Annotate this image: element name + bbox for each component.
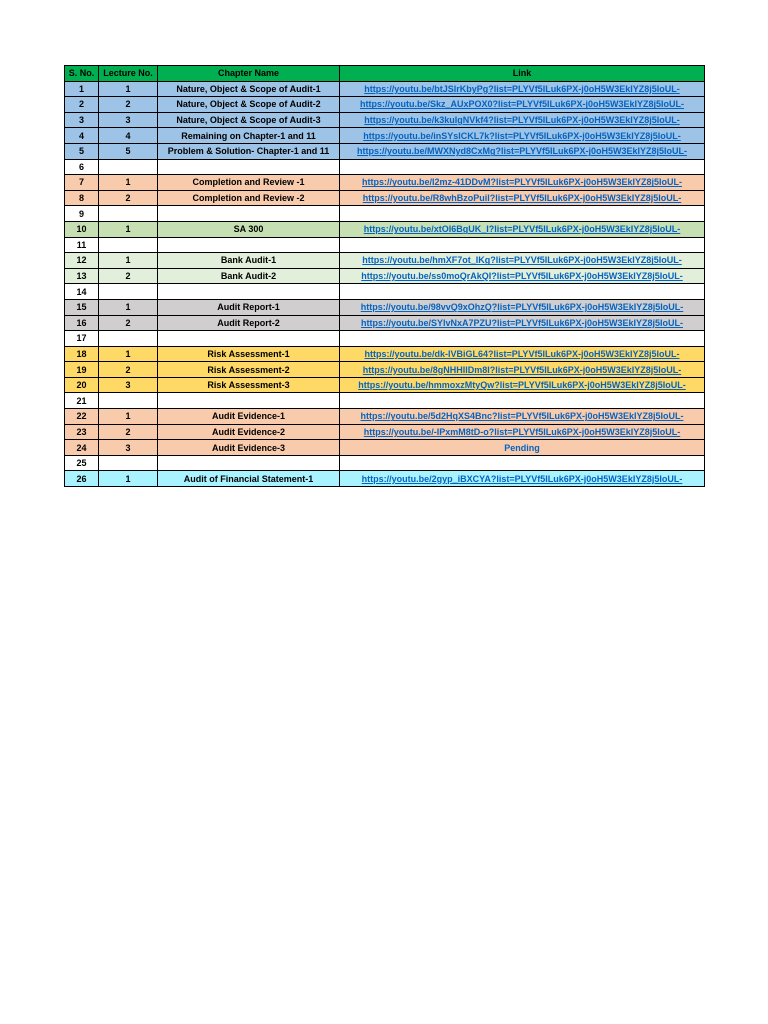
cell-link[interactable]: https://youtu.be/2gyp_iBXCYA?list=PLYVf5ILuk6PX-j0oH5W3EkIYZ8j5IoUL- bbox=[340, 471, 705, 487]
cell-lecture: 2 bbox=[99, 424, 158, 440]
cell-link bbox=[340, 331, 705, 347]
cell-chapter: Remaining on Chapter-1 and 11 bbox=[158, 128, 340, 144]
table-row bbox=[65, 471, 705, 487]
cell-chapter: Bank Audit-2 bbox=[158, 268, 340, 284]
cell-link[interactable]: https://youtu.be/MWXNyd8CxMg?list=PLYVf5ILuk6PX-j0oH5W3EkIYZ8j5IoUL- bbox=[340, 143, 705, 159]
cell-sno: 6 bbox=[65, 159, 99, 175]
cell-chapter: Audit Report-1 bbox=[158, 299, 340, 315]
cell-sno: 5 bbox=[65, 143, 99, 159]
table-row bbox=[65, 143, 705, 159]
cell-chapter bbox=[158, 455, 340, 471]
cell-link bbox=[340, 237, 705, 253]
cell-lecture: 1 bbox=[99, 409, 158, 425]
cell-link[interactable]: https://youtu.be/R8whBzoPuil?list=PLYVf5ILuk6PX-j0oH5W3EkIYZ8j5IoUL- bbox=[340, 190, 705, 206]
cell-sno: 20 bbox=[65, 377, 99, 393]
table-row bbox=[65, 424, 705, 440]
cell-sno: 22 bbox=[65, 409, 99, 425]
cell-chapter: Risk Assessment-1 bbox=[158, 346, 340, 362]
cell-lecture: 2 bbox=[99, 362, 158, 378]
cell-chapter: Completion and Review -1 bbox=[158, 175, 340, 191]
header-lecture: Lecture No. bbox=[99, 66, 158, 82]
table-row bbox=[65, 440, 705, 456]
table-row bbox=[65, 81, 705, 97]
cell-chapter: Risk Assessment-3 bbox=[158, 377, 340, 393]
cell-sno: 14 bbox=[65, 284, 99, 300]
cell-link[interactable]: https://youtu.be/-IPxmM8tD-o?list=PLYVf5ILuk6PX-j0oH5W3EkIYZ8j5IoUL- bbox=[340, 424, 705, 440]
table-row bbox=[65, 299, 705, 315]
cell-lecture: 3 bbox=[99, 377, 158, 393]
cell-link[interactable]: https://youtu.be/8gNHHIlDm8I?list=PLYVf5ILuk6PX-j0oH5W3EkIYZ8j5IoUL- bbox=[340, 362, 705, 378]
table-row bbox=[65, 377, 705, 393]
cell-lecture: 2 bbox=[99, 190, 158, 206]
table-row bbox=[65, 409, 705, 425]
cell-sno: 10 bbox=[65, 221, 99, 237]
cell-sno: 18 bbox=[65, 346, 99, 362]
lecture-table bbox=[64, 65, 705, 487]
cell-sno: 23 bbox=[65, 424, 99, 440]
cell-sno: 26 bbox=[65, 471, 99, 487]
cell-link[interactable]: https://youtu.be/ss0moQrAkQI?list=PLYVf5ILuk6PX-j0oH5W3EkIYZ8j5IoUL- bbox=[340, 268, 705, 284]
table-row bbox=[65, 112, 705, 128]
cell-lecture bbox=[99, 237, 158, 253]
cell-link[interactable]: https://youtu.be/dk-IVBiGL64?list=PLYVf5ILuk6PX-j0oH5W3EkIYZ8j5IoUL- bbox=[340, 346, 705, 362]
cell-sno: 1 bbox=[65, 81, 99, 97]
cell-link[interactable]: https://youtu.be/I2mz-41DDvM?list=PLYVf5ILuk6PX-j0oH5W3EkIYZ8j5IoUL- bbox=[340, 175, 705, 191]
cell-lecture: 1 bbox=[99, 175, 158, 191]
cell-lecture: 5 bbox=[99, 143, 158, 159]
cell-chapter: Audit of Financial Statement-1 bbox=[158, 471, 340, 487]
cell-sno: 25 bbox=[65, 455, 99, 471]
cell-chapter: Audit Evidence-1 bbox=[158, 409, 340, 425]
cell-sno: 3 bbox=[65, 112, 99, 128]
cell-chapter bbox=[158, 206, 340, 222]
cell-chapter: Completion and Review -2 bbox=[158, 190, 340, 206]
cell-sno: 15 bbox=[65, 299, 99, 315]
cell-sno: 8 bbox=[65, 190, 99, 206]
cell-chapter: Nature, Object & Scope of Audit-2 bbox=[158, 97, 340, 113]
cell-lecture: 3 bbox=[99, 440, 158, 456]
table-row bbox=[65, 455, 705, 471]
cell-sno: 13 bbox=[65, 268, 99, 284]
cell-chapter bbox=[158, 237, 340, 253]
cell-sno: 4 bbox=[65, 128, 99, 144]
table-row bbox=[65, 159, 705, 175]
cell-sno: 21 bbox=[65, 393, 99, 409]
cell-chapter: SA 300 bbox=[158, 221, 340, 237]
table-row bbox=[65, 190, 705, 206]
cell-chapter: Problem & Solution- Chapter-1 and 11 bbox=[158, 143, 340, 159]
cell-lecture bbox=[99, 284, 158, 300]
cell-lecture bbox=[99, 331, 158, 347]
cell-link[interactable]: https://youtu.be/98vvQ9xOhzQ?list=PLYVf5ILuk6PX-j0oH5W3EkIYZ8j5IoUL- bbox=[340, 299, 705, 315]
cell-lecture: 2 bbox=[99, 315, 158, 331]
cell-sno: 12 bbox=[65, 253, 99, 269]
cell-link bbox=[340, 206, 705, 222]
cell-sno: 11 bbox=[65, 237, 99, 253]
cell-lecture: 1 bbox=[99, 299, 158, 315]
cell-lecture bbox=[99, 393, 158, 409]
cell-link[interactable]: https://youtu.be/SYlvNxA7PZU?list=PLYVf5ILuk6PX-j0oH5W3EkIYZ8j5IoUL- bbox=[340, 315, 705, 331]
cell-sno: 17 bbox=[65, 331, 99, 347]
table-row bbox=[65, 237, 705, 253]
table-row bbox=[65, 128, 705, 144]
cell-chapter bbox=[158, 393, 340, 409]
cell-link[interactable]: https://youtu.be/xtOI6BgUK_I?list=PLYVf5ILuk6PX-j0oH5W3EkIYZ8j5IoUL- bbox=[340, 221, 705, 237]
cell-pending: Pending bbox=[340, 440, 705, 456]
cell-link[interactable]: https://youtu.be/hmmoxzMtyQw?list=PLYVf5ILuk6PX-j0oH5W3EkIYZ8j5IoUL- bbox=[340, 377, 705, 393]
cell-sno: 7 bbox=[65, 175, 99, 191]
cell-sno: 16 bbox=[65, 315, 99, 331]
cell-chapter: Audit Report-2 bbox=[158, 315, 340, 331]
cell-chapter: Audit Evidence-2 bbox=[158, 424, 340, 440]
cell-lecture: 2 bbox=[99, 268, 158, 284]
cell-link bbox=[340, 393, 705, 409]
table-row bbox=[65, 315, 705, 331]
cell-lecture bbox=[99, 159, 158, 175]
cell-lecture: 1 bbox=[99, 81, 158, 97]
cell-link[interactable]: https://youtu.be/Skz_AUxPOX0?list=PLYVf5ILuk6PX-j0oH5W3EkIYZ8j5IoUL- bbox=[340, 97, 705, 113]
cell-chapter: Nature, Object & Scope of Audit-3 bbox=[158, 112, 340, 128]
table-row bbox=[65, 331, 705, 347]
table-row bbox=[65, 97, 705, 113]
table-row bbox=[65, 284, 705, 300]
cell-chapter: Audit Evidence-3 bbox=[158, 440, 340, 456]
table-row bbox=[65, 362, 705, 378]
table-row bbox=[65, 206, 705, 222]
cell-lecture: 2 bbox=[99, 97, 158, 113]
cell-link[interactable]: https://youtu.be/hmXF7ot_IKg?list=PLYVf5ILuk6PX-j0oH5W3EkIYZ8j5IoUL- bbox=[340, 253, 705, 269]
cell-lecture: 1 bbox=[99, 221, 158, 237]
cell-sno: 24 bbox=[65, 440, 99, 456]
cell-lecture bbox=[99, 206, 158, 222]
cell-sno: 2 bbox=[65, 97, 99, 113]
cell-chapter bbox=[158, 331, 340, 347]
table-row bbox=[65, 221, 705, 237]
cell-lecture: 1 bbox=[99, 346, 158, 362]
table-row bbox=[65, 346, 705, 362]
cell-sno: 19 bbox=[65, 362, 99, 378]
cell-link[interactable]: https://youtu.be/k3kulgNVkf4?list=PLYVf5ILuk6PX-j0oH5W3EkIYZ8j5IoUL- bbox=[340, 112, 705, 128]
cell-chapter: Bank Audit-1 bbox=[158, 253, 340, 269]
cell-link[interactable]: https://youtu.be/5d2HqXS4Bnc?list=PLYVf5ILuk6PX-j0oH5W3EkIYZ8j5IoUL- bbox=[340, 409, 705, 425]
cell-link bbox=[340, 284, 705, 300]
table-row bbox=[65, 175, 705, 191]
cell-lecture: 4 bbox=[99, 128, 158, 144]
cell-link[interactable]: https://youtu.be/btJSlrKbyPg?list=PLYVf5ILuk6PX-j0oH5W3EkIYZ8j5IoUL- bbox=[340, 81, 705, 97]
table-row bbox=[65, 268, 705, 284]
cell-link bbox=[340, 159, 705, 175]
header-chapter: Chapter Name bbox=[158, 66, 340, 82]
cell-chapter bbox=[158, 284, 340, 300]
cell-lecture: 3 bbox=[99, 112, 158, 128]
cell-sno: 9 bbox=[65, 206, 99, 222]
cell-lecture: 1 bbox=[99, 253, 158, 269]
header-sno: S. No. bbox=[65, 66, 99, 82]
cell-chapter: Risk Assessment-2 bbox=[158, 362, 340, 378]
header-row bbox=[65, 66, 705, 82]
cell-link bbox=[340, 455, 705, 471]
cell-lecture: 1 bbox=[99, 471, 158, 487]
cell-chapter bbox=[158, 159, 340, 175]
cell-chapter: Nature, Object & Scope of Audit-1 bbox=[158, 81, 340, 97]
cell-lecture bbox=[99, 455, 158, 471]
cell-link[interactable]: https://youtu.be/inSYsICKL7k?list=PLYVf5ILuk6PX-j0oH5W3EkIYZ8j5IoUL- bbox=[340, 128, 705, 144]
table-row bbox=[65, 393, 705, 409]
table-row bbox=[65, 253, 705, 269]
header-link: Link bbox=[340, 66, 705, 82]
